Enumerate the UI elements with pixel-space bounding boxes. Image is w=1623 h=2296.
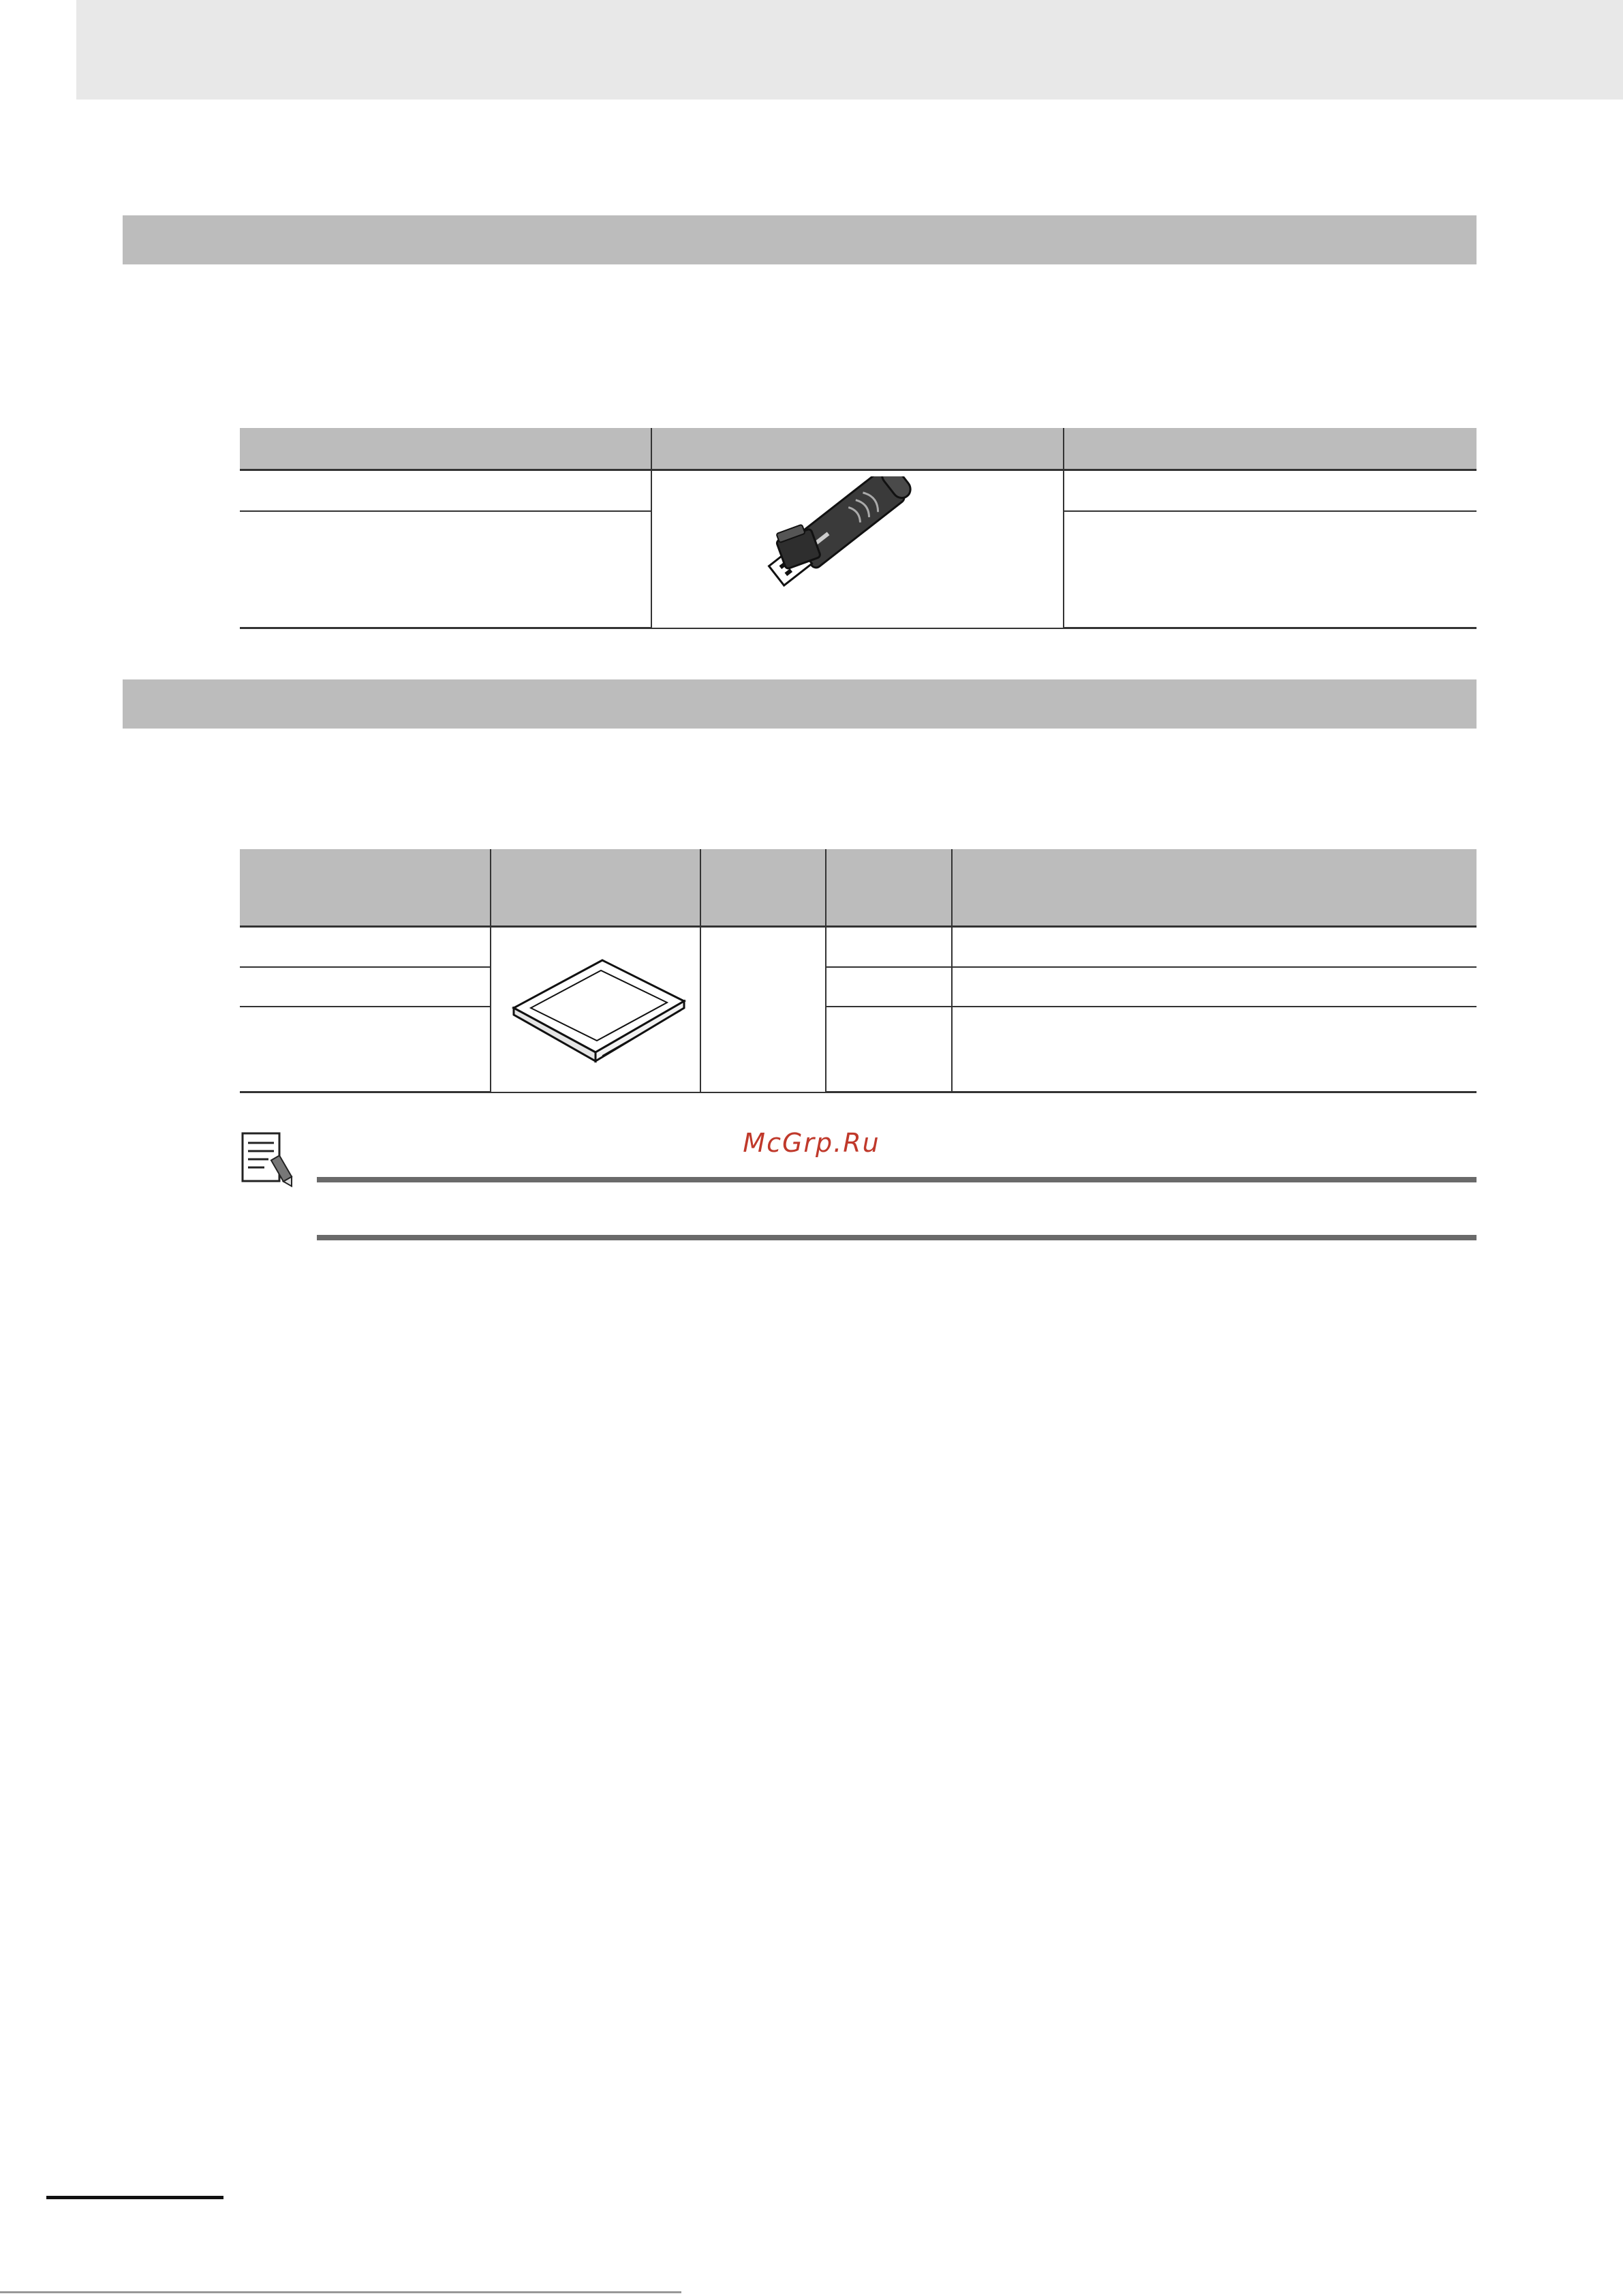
table-header-cell: [952, 849, 1477, 927]
watermark-text: McGrp.Ru: [743, 1128, 880, 1158]
table-cell: [700, 927, 826, 1092]
table-header-cell: [240, 849, 491, 927]
memory-card-table: [240, 849, 1477, 1093]
table-cell: [952, 967, 1477, 1007]
page-bottom-rule: [0, 2291, 681, 2293]
table-cell: [240, 511, 651, 628]
table-cell: [240, 927, 491, 967]
table-header-cell: [651, 428, 1064, 470]
table-cell: [952, 1007, 1477, 1092]
table-header-cell: [1064, 428, 1477, 470]
table-cell: [240, 470, 651, 511]
table-cell: [240, 967, 491, 1007]
note-bottom-rule: [317, 1235, 1477, 1240]
table-cell: [826, 927, 952, 967]
memory-card-icon: [500, 940, 691, 1076]
note-top-rule: [317, 1177, 1477, 1182]
table-header-cell: [491, 849, 700, 927]
product-image-cell: [491, 927, 700, 1092]
table-cell: [240, 1007, 491, 1092]
usb-device-table: [240, 428, 1477, 629]
usb-flash-drive-icon: [749, 476, 967, 619]
product-image-cell: [651, 470, 1064, 628]
table-cell: [1064, 511, 1477, 628]
table-cell: [826, 967, 952, 1007]
table-cell: [1064, 470, 1477, 511]
footer-rule: [46, 2196, 223, 2199]
section-heading-bar: [123, 215, 1477, 264]
section-heading-bar: [123, 679, 1477, 729]
table-cell: [826, 1007, 952, 1092]
table-header-cell: [700, 849, 826, 927]
table-header-cell: [240, 428, 651, 470]
page-header-band: [76, 0, 1623, 100]
table-header-cell: [826, 849, 952, 927]
table-cell: [952, 927, 1477, 967]
